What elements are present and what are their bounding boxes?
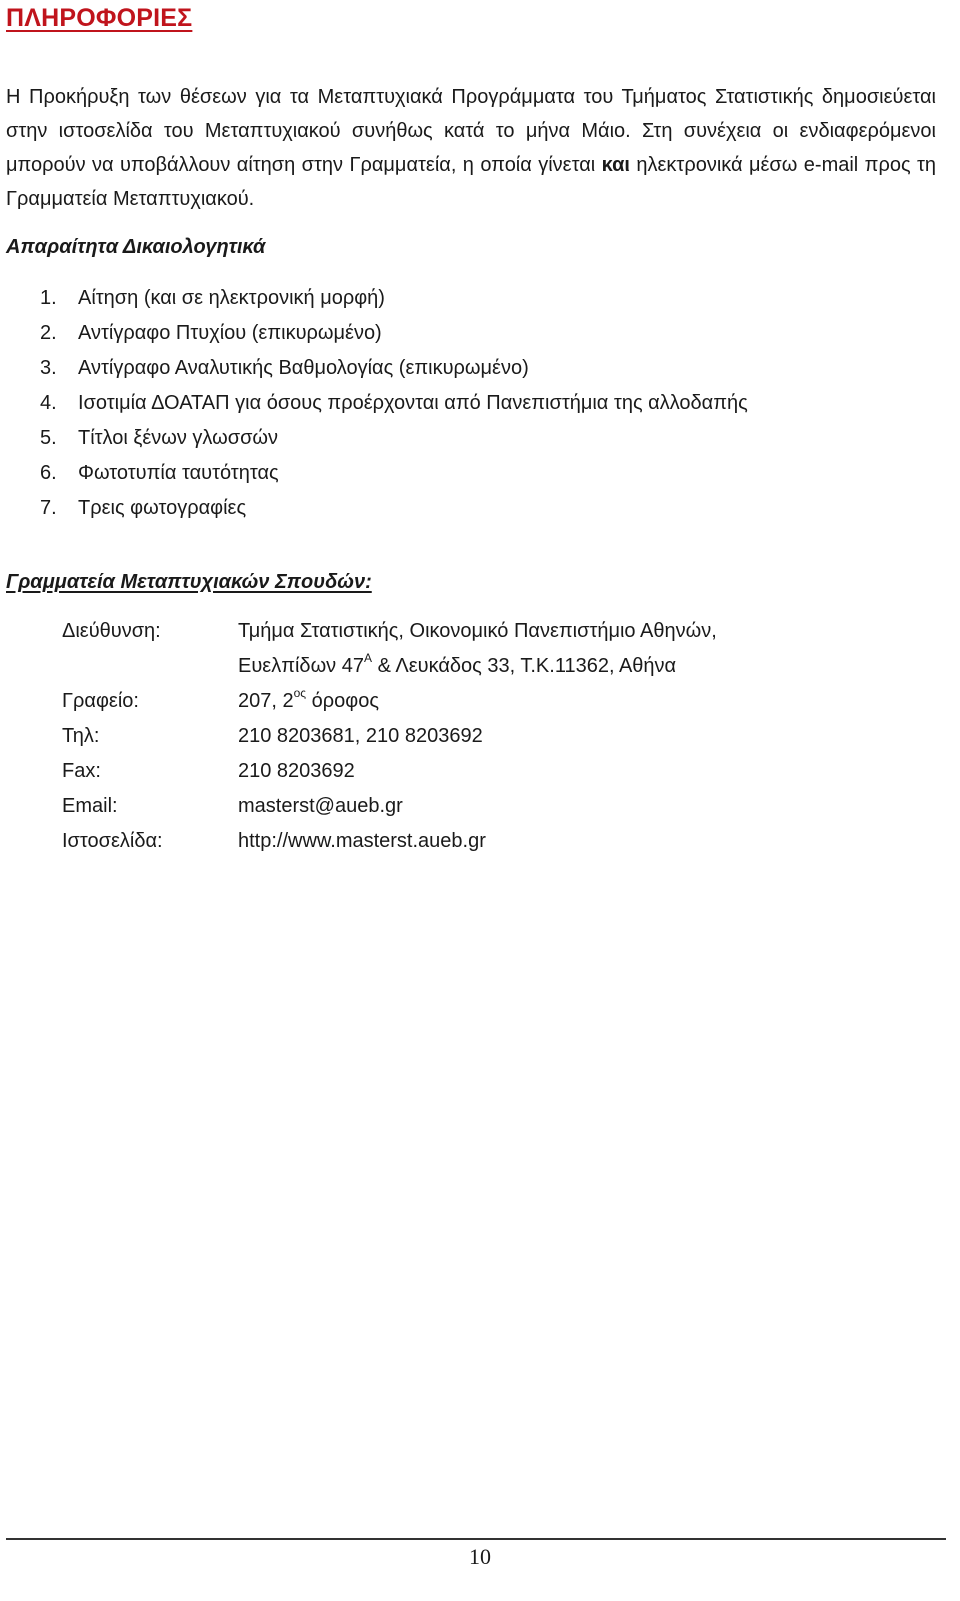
address-street: Ευελπίδων 47 [238,655,364,677]
address-label: Διεύθυνση: [62,620,161,642]
website-value: http://www.masterst.aueb.gr [238,830,486,852]
list-item-number: 4. [40,392,57,414]
list-item-text: Αίτηση (και σε ηλεκτρονική μορφή) [78,287,385,309]
fax-value: 210 8203692 [238,760,355,782]
list-item-text: Ισοτιμία ΔΟΑΤΑΠ για όσους προέρχονται από Πανεπιστήμια της αλλοδαπής [78,392,748,414]
intro-text-bold: και [601,154,630,176]
intro-text-part1: Η Προκήρυξη των θέσεων για τα Μεταπτυχιακά Προγράμματα του Τμήματος Στατιστικής δημοσιεύεται στην ιστοσελίδα του Μεταπτυχιακού συνήθως κατά το μήνα Μάιο. Στη συνέχεια οι ενδιαφερόμενοι μπορούν να υποβάλλουν αίτηση στην Γραμματεία, η οποία γίνεται [6,86,936,176]
phone-value: 210 8203681, 210 8203692 [238,725,483,747]
intro-text-part2: ηλεκτρονικά μέσω e-mail προς τη Γραμματεία Μεταπτυχιακού. [6,154,937,210]
address-line-1: Τμήμα Στατιστικής, Οικονομικό Πανεπιστήμιο Αθηνών, [238,620,717,642]
office-value [238,684,379,719]
website-label: Ιστοσελίδα: [62,830,163,852]
address-superscript: Α [364,651,373,666]
email-value: masterst@aueb.gr [238,795,403,817]
footer-divider [6,1538,946,1540]
list-item-text: Φωτοτυπία ταυτότητας [78,462,279,484]
list-item-text: Τρεις φωτογραφίες [78,497,247,519]
page-number: 10 [469,1544,491,1569]
list-item-number: 5. [40,427,57,449]
address-rest: & Λευκάδος 33, Τ.Κ.11362, Αθήνα [372,655,677,677]
list-item [40,421,748,456]
documents-list [40,281,748,526]
list-item-text: Τίτλοι ξένων γλωσσών [78,427,279,449]
list-item-number: 7. [40,497,57,519]
list-item-number: 1. [40,287,57,309]
list-item [40,351,748,386]
fax-label: Fax: [62,760,101,782]
email-label: Email: [62,795,118,817]
list-item [40,281,748,316]
phone-label: Τηλ: [62,725,100,747]
documents-heading: Απαραίτητα Δικαιολογητικά [6,236,266,258]
list-item-number: 6. [40,462,57,484]
list-item-number: 3. [40,357,57,379]
office-label: Γραφείο: [62,690,139,712]
list-item-text: Αντίγραφο Αναλυτικής Βαθμολογίας (επικυρωμένο) [78,357,529,379]
address-line-2 [238,649,676,684]
list-item-number: 2. [40,322,57,344]
list-item [40,491,748,526]
office-superscript: ος [293,686,307,701]
office-floor: όροφος [306,690,379,712]
intro-paragraph [6,80,936,216]
list-item [40,316,748,351]
list-item-text: Αντίγραφο Πτυχίου (επικυρωμένο) [78,322,382,344]
list-item [40,386,748,421]
secretariat-heading: Γραμματεία Μεταπτυχιακών Σπουδών: [6,571,372,593]
list-item [40,456,748,491]
office-number: 207, 2 [238,690,294,712]
page-title: ΠΛΗΡΟΦΟΡΙΕΣ [6,4,193,32]
